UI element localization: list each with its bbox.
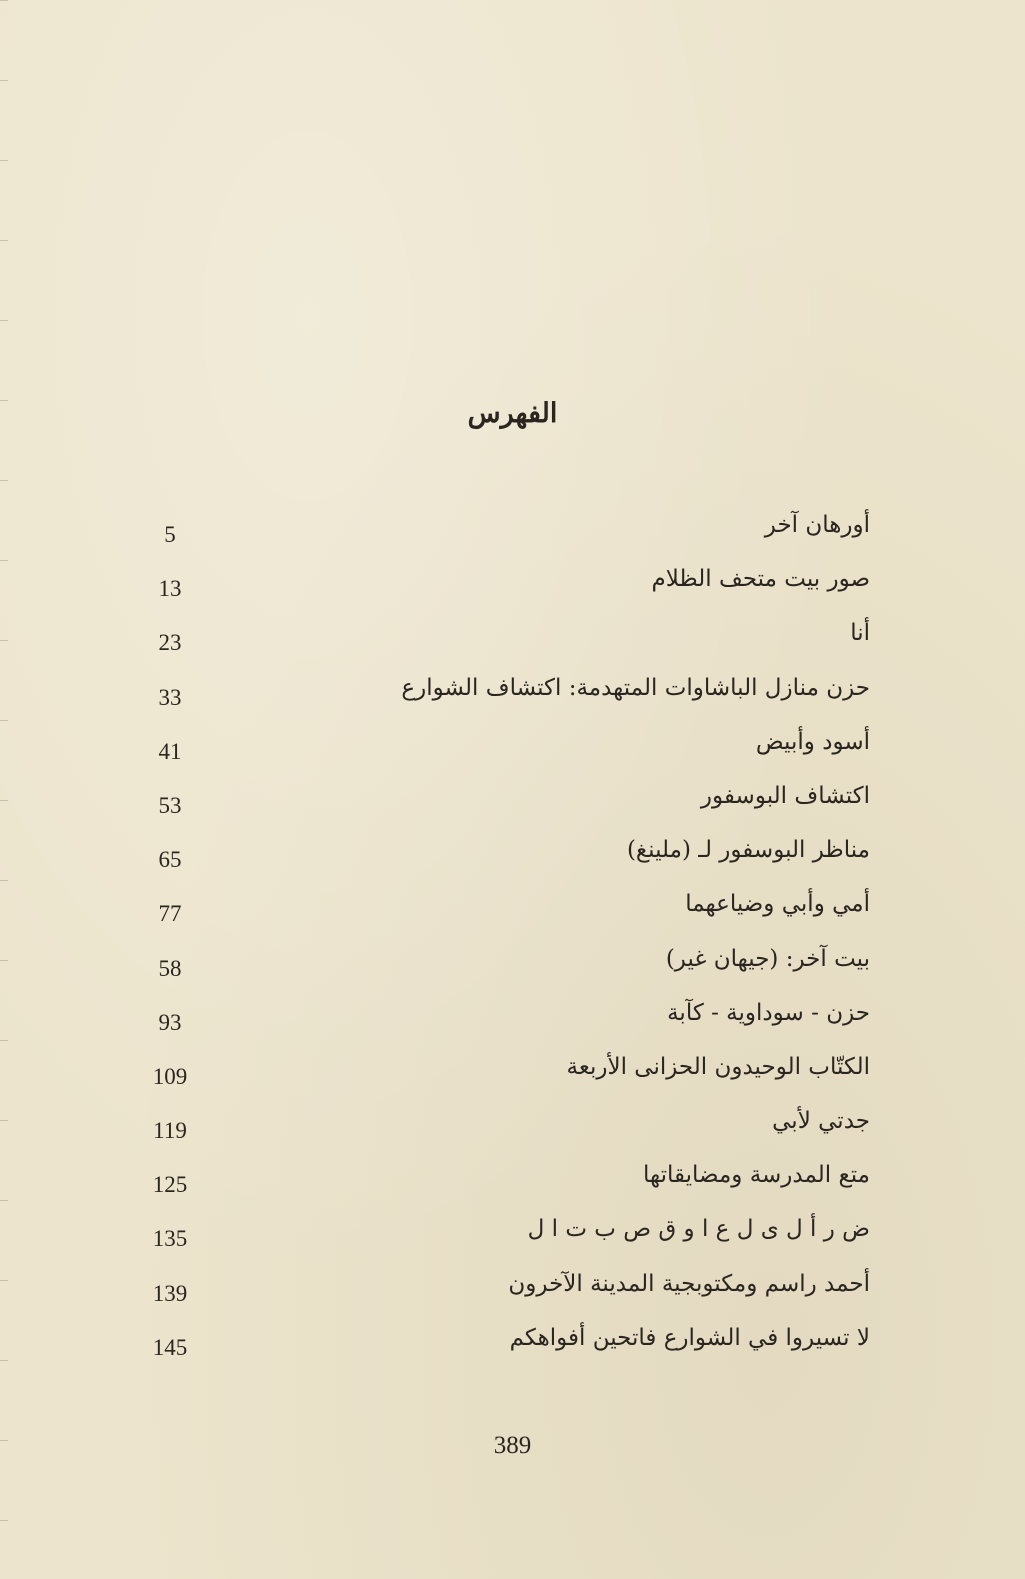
toc-row	[140, 830, 870, 884]
toc-row	[140, 505, 870, 559]
toc-entry-page: 41	[158, 738, 182, 764]
toc-entry-page: 77	[158, 901, 182, 927]
table-of-contents	[140, 505, 870, 1372]
toc-entry-title: أورهان آخر	[764, 512, 870, 538]
toc-entry-title: ض ر أ ل ى ل ع ا و ق ص ب ت ا ل	[527, 1216, 870, 1243]
toc-entry-title: أمي وأبي وضياعهما	[685, 891, 870, 918]
toc-row	[140, 1264, 870, 1318]
toc-row	[140, 722, 870, 776]
toc-entry-page: 109	[152, 1063, 188, 1089]
toc-entry-page: 13	[158, 576, 182, 602]
toc-entry-page: 145	[152, 1334, 188, 1360]
toc-row	[140, 993, 870, 1047]
toc-row	[140, 1209, 870, 1263]
toc-entry-page: 119	[153, 1118, 187, 1144]
toc-row	[140, 668, 870, 722]
toc-entry-title: اكتشاف البوسفور	[700, 782, 870, 809]
toc-row	[140, 939, 870, 993]
toc-row	[140, 1155, 870, 1209]
toc-entry-title: متع المدرسة ومضايقاتها	[642, 1162, 870, 1189]
toc-entry-title: حزن - سوداوية - كآبة	[667, 999, 870, 1026]
toc-entry-title: لا تسيروا في الشوارع فاتحين أفواهكم	[509, 1324, 870, 1351]
toc-row	[140, 1318, 870, 1372]
toc-entry-page: 23	[158, 630, 182, 656]
page-title: الفهرس	[467, 398, 558, 429]
toc-entry-title: أحمد راسم ومكتوبجية المدينة الآخرون	[508, 1270, 870, 1297]
toc-entry-page: 58	[158, 955, 182, 981]
toc-row	[140, 559, 870, 613]
toc-entry-page: 33	[158, 684, 182, 710]
toc-entry-page: 139	[152, 1280, 188, 1306]
toc-entry-title: الكتّاب الوحيدون الحزانى الأربعة	[566, 1053, 870, 1080]
toc-row	[140, 613, 870, 667]
toc-row	[140, 884, 870, 938]
toc-entry-title: بيت آخر: (جيهان غير)	[665, 945, 870, 972]
toc-row	[140, 1101, 870, 1155]
toc-entry-title: مناظر البوسفور لـ (ملينغ)	[626, 837, 870, 864]
toc-row	[140, 1047, 870, 1101]
toc-entry-title: صور بيت متحف الظلام	[651, 566, 870, 593]
toc-entry-page: 5	[164, 522, 176, 547]
toc-entry-page: 53	[158, 792, 182, 818]
toc-entry-title: جدتي لأبي	[772, 1108, 870, 1135]
toc-entry-title: أسود وأبيض	[755, 728, 870, 755]
toc-entry-page: 65	[158, 847, 182, 873]
toc-entry-title: حزن منازل الباشاوات المتهدمة: اكتشاف الشوارع	[401, 674, 870, 701]
toc-row	[140, 776, 870, 830]
toc-entry-page: 125	[152, 1172, 188, 1198]
page-number: 389	[493, 1432, 532, 1459]
toc-entry-title: أنا	[850, 620, 870, 647]
toc-entry-page: 135	[152, 1226, 188, 1252]
toc-entry-page: 93	[158, 1009, 182, 1035]
page-edge	[0, 0, 8, 1579]
